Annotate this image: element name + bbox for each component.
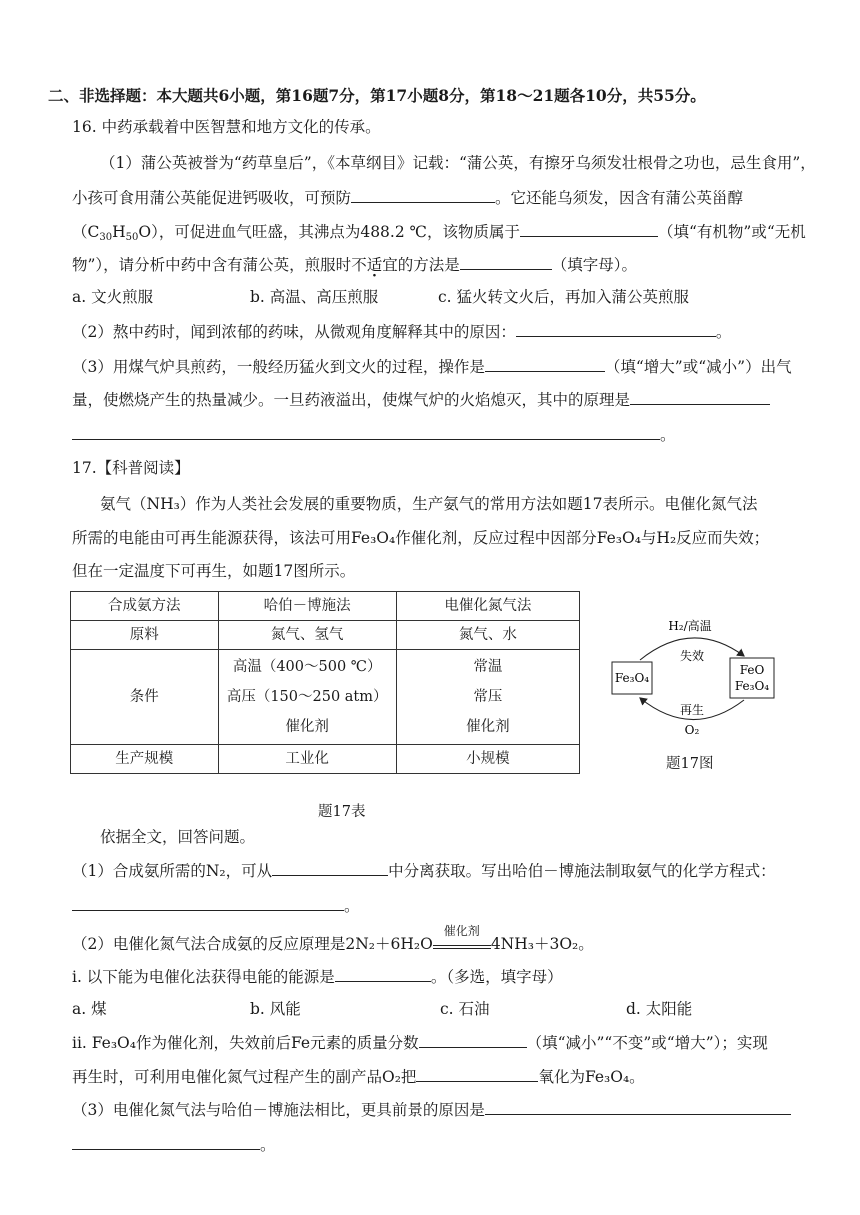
q16-p1-line3-text: O），可促进血气旺盛，其沸点为488.2 ℃，该物质属于: [138, 223, 520, 241]
q16-p3-end: 。: [660, 426, 676, 444]
table-cell: 氮气、氢气: [218, 621, 396, 650]
q16-p1-line4-tail: （填字母）。: [551, 256, 637, 274]
formula-sub-50: 50: [125, 232, 139, 243]
table-row: [71, 745, 580, 774]
equals-bar: [433, 945, 491, 949]
q16-p1-line1: （1）蒲公英被誉为“药草皇后”，《本草纲目》记载：“蒲公英，有擦牙乌须发壮根骨之功也，忌生食用”，: [100, 154, 816, 172]
section-header: 二、非选择题：本大题共6小题，第16题7分，第17小题8分，第18～21题各10分，共55分。: [48, 86, 706, 105]
q17-i: [72, 966, 563, 987]
fig-right-box-line1: FeO: [739, 663, 765, 677]
answer-blank-12[interactable]: [485, 1099, 791, 1115]
fig-bottom-condition: O₂: [684, 723, 700, 737]
q16-p1-line4-text: 物”），请分析中药中含有蒲公英，煎服时: [72, 256, 352, 274]
q16-p2-text: （2）熬中药时，闻到浓郁的药味，从微观角度解释其中的原因：: [72, 323, 516, 341]
catalyst-cycle-diagram: [604, 618, 804, 754]
catalyst-label: 催化剂: [443, 924, 480, 938]
q17-ii-line2-text: 再生时，可利用电催化氮气过程产生的副产品O₂把: [72, 1068, 417, 1086]
q17-ii-tail: （填“减小”“不变”或“增大”）；实现: [526, 1034, 768, 1052]
table-cell: [396, 650, 579, 745]
q16-p1-line4: [72, 254, 637, 275]
answer-blank-10[interactable]: [419, 1032, 527, 1048]
answer-blank-5[interactable]: [485, 356, 605, 372]
q17-para-line3: 但在一定温度下可再生，如题17图所示。: [72, 562, 356, 580]
answer-blank-1[interactable]: [351, 187, 495, 203]
answer-blank-12-cont[interactable]: [72, 1134, 260, 1150]
q16-p1-line2-tail: 。它还能乌须发，因含有蒲公英甾醇: [495, 189, 744, 207]
q16-p1-line4-mid: 的方法是: [397, 256, 460, 274]
q17-p2: [72, 924, 594, 954]
q16-p1-line2-text: 小孩可食用蒲公英能促进钙吸收，可预防: [72, 189, 352, 207]
option-a: a. 文火煎服: [72, 288, 154, 306]
answer-blank-2[interactable]: [520, 221, 658, 237]
condition-line: 催化剂: [466, 719, 510, 735]
answer-blank-7[interactable]: [272, 860, 388, 876]
q16-p3-line1: [72, 356, 792, 377]
q17-p1-line1: [72, 860, 776, 881]
table-cell: 氮气、水: [396, 621, 579, 650]
option-b: b. 高温、高压煎服: [250, 288, 379, 306]
condition-line: 高温（400～500 ℃）: [232, 659, 382, 675]
q17-p3: [72, 1099, 791, 1120]
q17-p2-text: （2）电催化氮气法合成氨的反应原理是2N₂＋6H₂O: [72, 935, 433, 953]
formula-sub-30: 30: [99, 232, 113, 243]
q17-ii-line2: [72, 1066, 645, 1087]
q16-p3-line2-text: 量，使燃烧产生的热量减少。一旦药液溢出，使煤气炉的火焰熄灭，其中的原理是: [72, 391, 631, 409]
q17-p1-end: 。: [344, 897, 360, 915]
q17-p3-line2: [72, 1134, 276, 1155]
figure-caption: 题17图: [666, 756, 714, 772]
q17-ii-line1: [72, 1032, 768, 1053]
q16-p2: [72, 321, 731, 342]
answer-blank-11[interactable]: [416, 1066, 538, 1082]
condition-line: 催化剂: [285, 719, 329, 735]
q16-p3-line3: [72, 424, 676, 445]
table-cell: 条件: [71, 650, 219, 745]
energy-option-c: c. 石油: [440, 1000, 490, 1018]
table-caption: 题17表: [318, 804, 366, 820]
table-row: [71, 650, 580, 745]
q16-p1-line2: [72, 187, 743, 208]
fig-left-box-label: Fe₃O₄: [614, 671, 650, 685]
condition-line: 常压: [473, 689, 503, 705]
table-cell: 原料: [71, 621, 219, 650]
answer-blank-6[interactable]: [630, 389, 770, 405]
table-header-cell: 合成氨方法: [71, 592, 219, 621]
fig-deactivation-label: 失效: [679, 649, 705, 663]
q17-p1-text: （1）合成氨所需的N₂，可从: [72, 862, 273, 880]
table-header-row: [71, 592, 580, 621]
formula-h: H: [112, 223, 126, 241]
table-header-cell: 哈伯－博施法: [218, 592, 396, 621]
energy-option-a: a. 煤: [72, 1000, 107, 1018]
answer-blank-9[interactable]: [335, 966, 431, 982]
q16-p1-line3: [72, 221, 806, 242]
table-cell: [218, 650, 396, 745]
table-header-cell: 电催化氮气法: [396, 592, 579, 621]
q17-p1-tail: 中分离获取。写出哈伯－博施法制取氨气的化学方程式：: [388, 862, 776, 880]
answer-blank-6-cont[interactable]: [72, 424, 660, 440]
q17-ii-text: ii. Fe₃O₄作为催化剂，失效前后Fe元素的质量分数: [72, 1034, 419, 1052]
q17-p2-tail: 4NH₃＋3O₂。: [490, 935, 594, 953]
q17-p1-line2: [72, 895, 360, 916]
option-c: c. 猛火转文火后，再加入蒲公英煎服: [438, 288, 690, 306]
fig-top-condition: H₂/高温: [668, 619, 712, 633]
fig-regeneration-label: 再生: [679, 703, 705, 717]
energy-option-b: b. 风能: [250, 1000, 301, 1018]
table-cell: 工业化: [218, 745, 396, 774]
q17-para-line2: 所需的电能由可再生能源获得，该法可用Fe₃O₄作催化剂，反应过程中因部分Fe₃O₄与H₂反应而失效；: [72, 529, 770, 547]
q16-p3-line2: [72, 389, 770, 410]
condition-line: 常温: [473, 659, 503, 675]
energy-option-d: d. 太阳能: [626, 1000, 693, 1018]
answer-blank-3[interactable]: [460, 254, 552, 270]
q17-p3-text: （3）电催化氮气法与哈伯－博施法相比，更具前景的原因是: [72, 1101, 485, 1119]
emphasis-not-suitable: 不适宜: [351, 256, 398, 274]
q17-i-tail: 。（多选，填字母）: [430, 968, 563, 986]
reaction-condition: [433, 924, 491, 949]
q17-ii-line2-tail: 氧化为Fe₃O₄。: [538, 1068, 645, 1086]
q16-p3-line1-text: （3）用煤气炉具煎药，一般经历猛火到文火的过程，操作是: [72, 358, 485, 376]
q17-p3-end: 。: [260, 1136, 276, 1154]
table-row: [71, 621, 580, 650]
q16-p2-end: 。: [715, 323, 732, 341]
q17-stem: 17.【科普阅读】: [72, 459, 190, 477]
q17-para-line1: 氨气（NH₃）作为人类社会发展的重要物质，生产氨气的常用方法如题17表所示。电催化氮气法: [100, 495, 758, 513]
q16-stem: 16. 中药承载着中医智慧和地方文化的传承。: [72, 118, 381, 136]
table-cell: 小规模: [396, 745, 579, 774]
formula-c: （C: [72, 223, 100, 241]
answer-blank-4[interactable]: [516, 321, 716, 337]
q17-i-text: i. 以下能为电催化法获得电能的能源是: [72, 968, 335, 986]
answer-blank-8[interactable]: [72, 895, 344, 911]
q17-instruction: 依据全文，回答问题。: [100, 828, 256, 846]
q16-p1-line3-tail: （填“有机物”或“无机: [657, 223, 806, 241]
fig-right-box-line2: Fe₃O₄: [734, 679, 770, 693]
q16-p3-line1-tail: （填“增大”或“减小”）出气: [604, 358, 792, 376]
ammonia-methods-table: [70, 591, 580, 774]
table-cell: 生产规模: [71, 745, 219, 774]
condition-line: 高压（150～250 atm）: [226, 689, 388, 705]
